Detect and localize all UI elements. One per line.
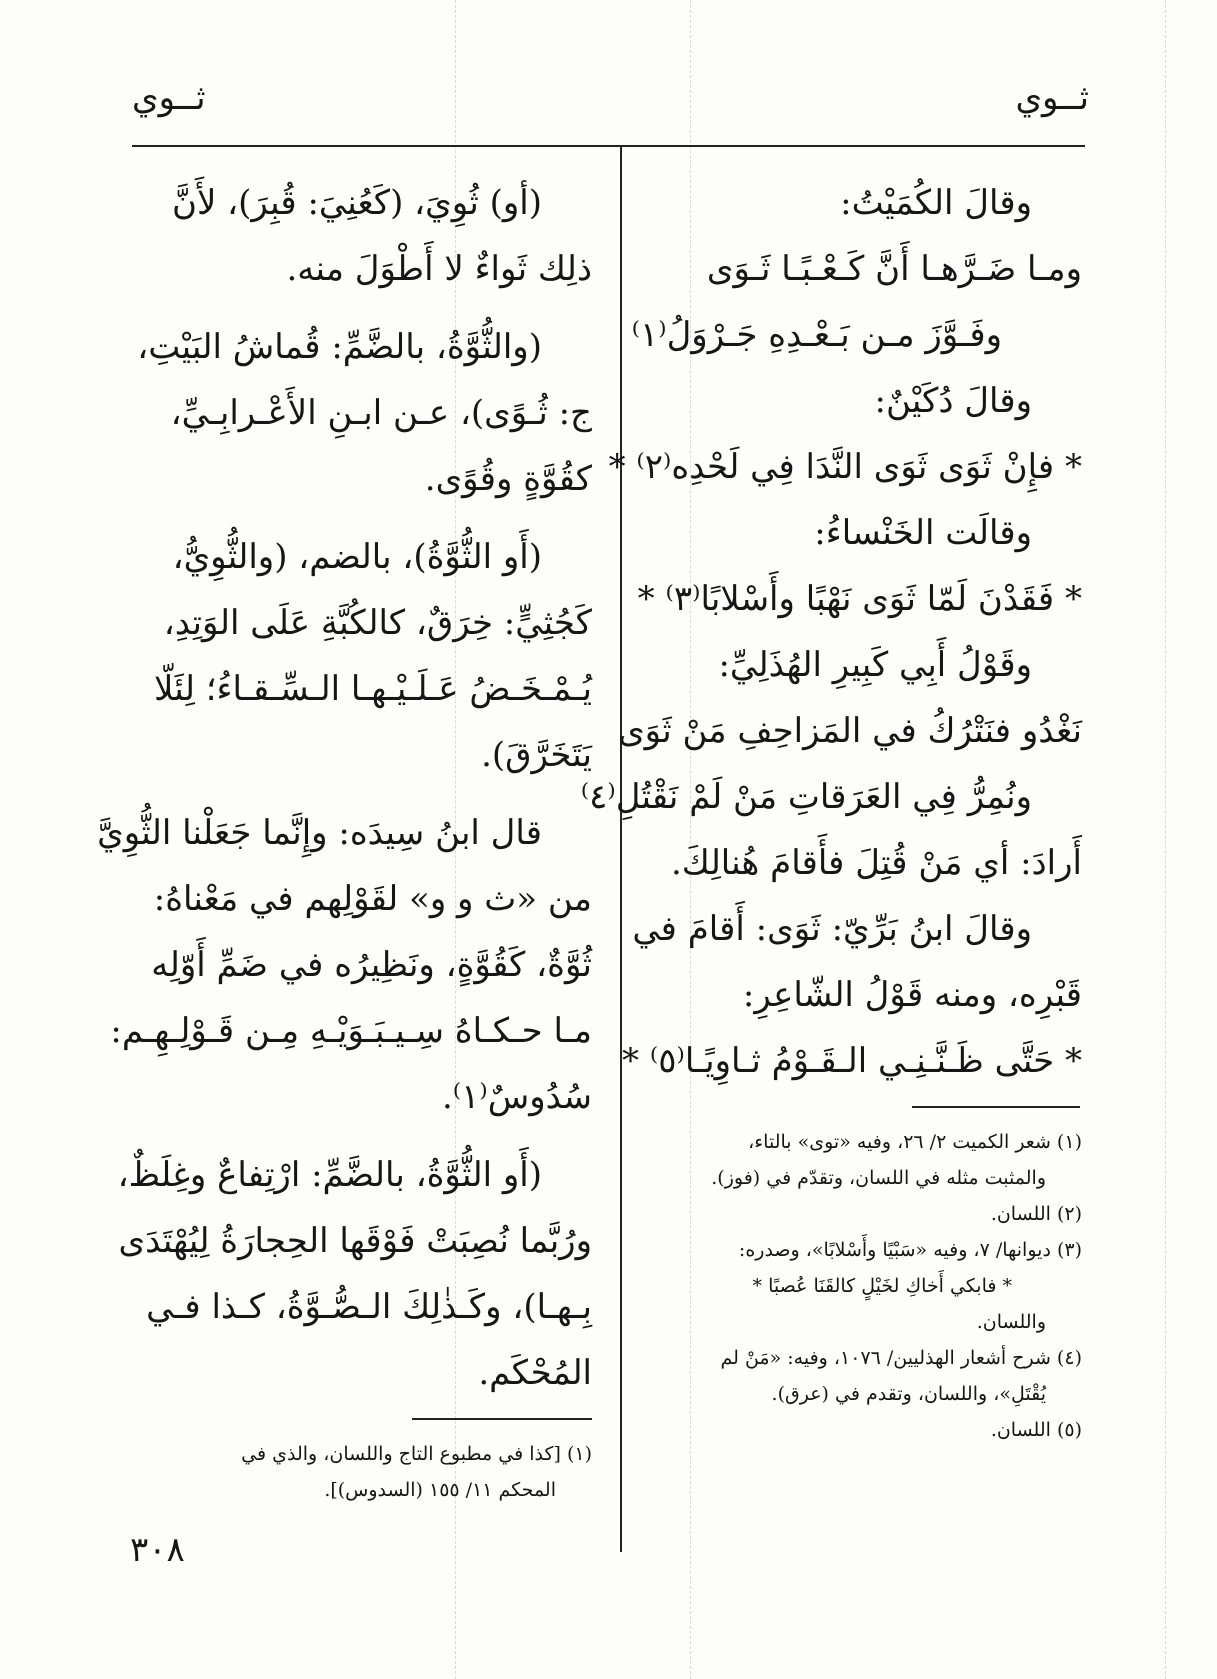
column-divider	[620, 147, 622, 1552]
text-line: (أو) ثُوِيَ، (كَعُنِيَ: قُبِرَ)، لأَنَّ	[171, 183, 542, 223]
text-line: قال ابنُ سِيدَه: وإِنَّما جَعَلْنا الثُّوِيَّ	[97, 813, 542, 853]
footnote-rule	[912, 1106, 1080, 1108]
text-line: (أَو الثُّوَّةُ)، بالضم، (والثُّوِيُّ،	[172, 537, 542, 577]
footnote-line: (٣) ديوانها/ ٧، وفيه «سَبْيًا وأَسْلابًا»، وصدره:	[738, 1239, 1082, 1261]
text-line: المُحْكَم.	[478, 1353, 592, 1393]
header-rule	[132, 145, 1085, 147]
text-line: كقُوَّةٍ وقُوًى.	[424, 459, 592, 499]
page-number: ٣٠٨	[130, 1530, 185, 1570]
footnote-verse: * فابكي أَخاكِ لخَيْلٍ كالقَنَا عُصبًا *	[752, 1275, 1012, 1297]
text-line: (والثُّوَّةُ، بالضَّمِّ: قُماشُ البَيْتِ،	[137, 327, 542, 367]
footnote-line: المحكم ١١/ ١٥٥ (السدوس)].	[324, 1479, 556, 1501]
running-header-right: ثــوي	[1015, 78, 1089, 118]
scan-guide-line	[1165, 0, 1166, 1679]
text-line: ورُبَّما نُصِبَتْ فَوْقَها الحِجارَةُ لِيُهْتَدَى	[118, 1221, 592, 1261]
footnote-line: (١) شعر الكميت ٢/ ٢٦، وفيه «توى» بالتاء،	[748, 1131, 1082, 1153]
footnote-line: (٥) اللسان.	[990, 1419, 1082, 1441]
left-column	[97, 170, 592, 1508]
text-line: يُـمْـخَـضُ عَـلَـيْـهـا الـسِّـقـاءُ؛ لِئَلّا	[154, 669, 592, 709]
text-line: وقالَ دُكَيْنٌ:	[874, 381, 1032, 421]
text-line: (أَو الثُّوَّةُ، بالضَّمِّ: ارْتِفاعٌ وغِلَظٌ،	[117, 1155, 542, 1195]
text-line: وقالَت الخَنْساءُ:	[814, 513, 1032, 553]
text-line: سُدُوسٌ⁽١⁾.	[441, 1077, 592, 1117]
text-line: يَتَخَرَّقَ).	[481, 735, 592, 775]
verse-line: نَغْدُو فنَتْرُكُ في المَزاحِفِ مَنْ ثَوَى	[618, 711, 1082, 751]
verse-line: ونُمِرُّ فِي العَرَقاتِ مَنْ لَمْ نَقْتُلِ⁽٤⁾	[580, 777, 1032, 817]
footnote-rule	[412, 1418, 592, 1420]
text-line: وقالَ الكُمَيْتُ:	[840, 183, 1032, 223]
text-line: بِـهـا)، وكَـذٰلِكَ الـصُّـوَّةُ، كـذا فـي	[146, 1287, 592, 1327]
text-line: قَبْرِه، ومنه قَوْلُ الشّاعِرِ:	[742, 975, 1082, 1015]
text-line: ذلِك ثَواءٌ لا أَطْوَلَ منه.	[286, 249, 592, 289]
text-line: وقالَ ابنُ بَرِّيّ: ثَوَى: أَقامَ في	[632, 909, 1032, 949]
footnote-line: والمثبت مثله في اللسان، وتقدّم في (فوز).	[711, 1167, 1046, 1189]
text-line: مـا حـكـاهُ سِـيـبَـوَيْـهِ مِـن قَـوْلِـهِـم:	[110, 1011, 592, 1051]
footnote-line: (١) [كذا في مطبوع التاج واللسان، والذي في	[241, 1443, 592, 1465]
text-line: وقَوْلُ أَبِي كَبِيرِ الهُذَلِيِّ:	[718, 645, 1032, 685]
text-line: ج: ثُـوًى)، عـن ابـنِ الأَعْـرابِـيِّ،	[170, 393, 592, 433]
right-column	[580, 170, 1082, 1448]
footnote-line: يُقْتَلِ»، واللسان، وتقدم في (عرق).	[771, 1383, 1046, 1405]
verse-line: * حَتَّى ظَـنَّـنِـي الـقَـوْمُ ثـاوِيًـا⁽٥⁾ *	[622, 1041, 1082, 1081]
verse-line: * فإِنْ ثَوَى ثَوَى النَّدَا فِي لَحْدِه⁽٢⁾ *	[608, 447, 1082, 487]
running-header-left: ثــوي	[132, 78, 206, 118]
footnote-line: (٤) شرح أشعار الهذليين/ ١٠٧٦، وفيه: «مَنْ لم	[720, 1347, 1082, 1369]
footnote-line: واللسان.	[976, 1311, 1046, 1333]
footnote-line: (٢) اللسان.	[990, 1203, 1082, 1225]
verse-line: ومـا ضَـرَّهـا أَنَّ كَـعْـبًـا ثَـوَى	[706, 249, 1082, 289]
verse-line: * فَقَدْنَ لَمّا ثَوَى نَهْبًا وأَسْلابًا⁽٣⁾ *	[637, 579, 1082, 619]
text-line: من «ث و و» لقَوْلِهم في مَعْناهُ:	[153, 879, 592, 919]
text-line: أَرادَ: أي مَنْ قُتِلَ فأَقامَ هُنالِكَ.	[670, 843, 1082, 883]
text-line: كَجُثِيٍّ: خِرَقٌ، كالكُبَّةِ عَلَى الوَتِدِ،	[163, 603, 592, 643]
verse-line: وفَـوَّزَ مـن بَـعْـدِهِ جَـرْوَلُ⁽١⁾	[631, 315, 1002, 355]
text-line: ثُوَّةٌ، كَقُوَّةٍ، ونَظِيرُه في ضَمِّ أَوّلِه	[151, 945, 592, 985]
